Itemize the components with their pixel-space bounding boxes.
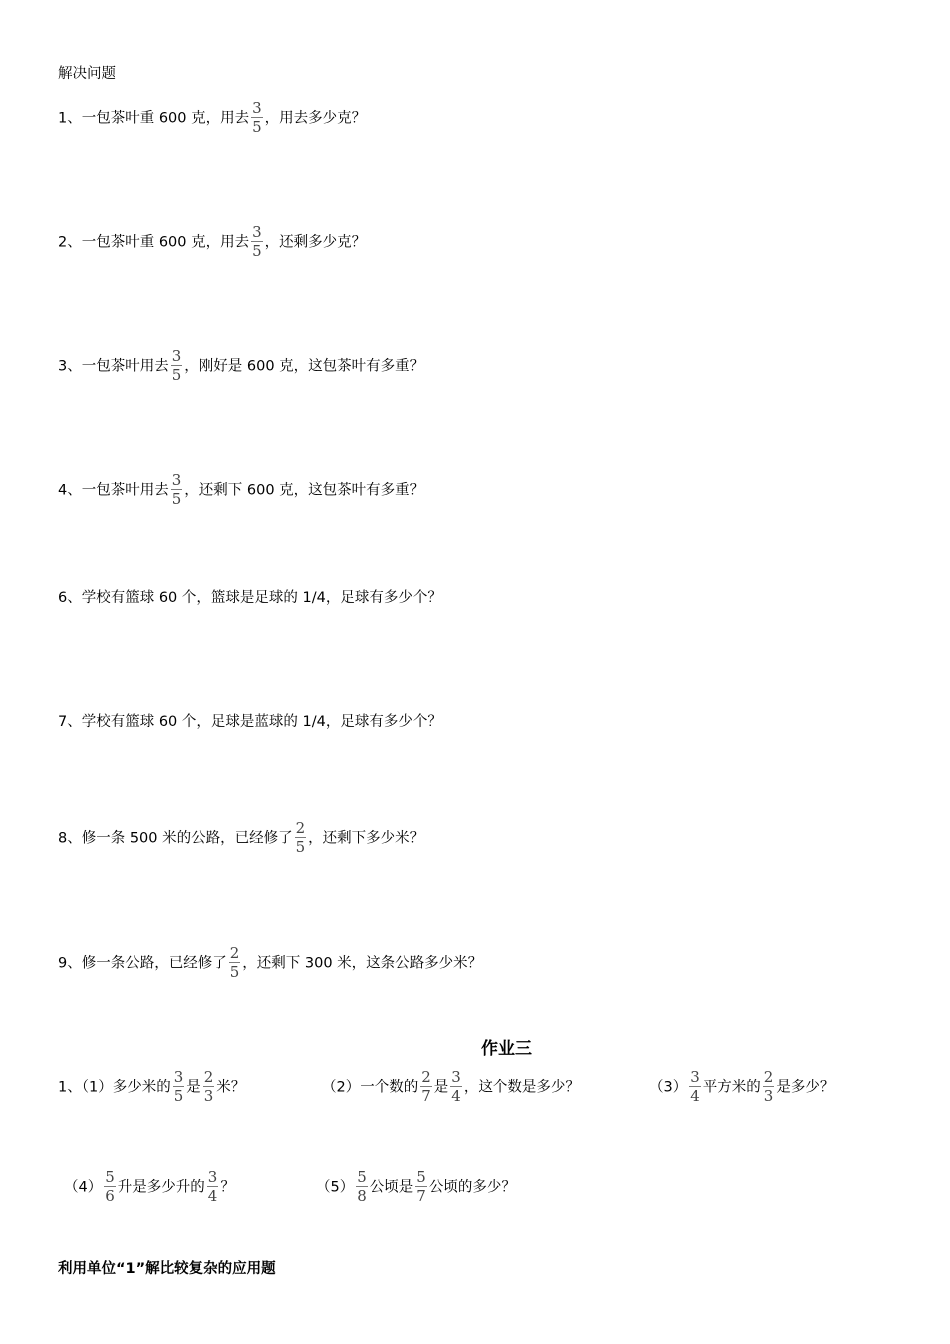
problem-7: 7、学校有篮球 60 个，足球是蓝球的 1/4，足球有多少个？ bbox=[58, 714, 442, 730]
numerator: 5 bbox=[357, 1168, 367, 1186]
fraction bbox=[104, 1168, 116, 1205]
numerator: 3 bbox=[173, 1068, 184, 1086]
denominator: 4 bbox=[451, 1087, 461, 1105]
hw-question-2 bbox=[322, 1069, 580, 1106]
question-text: 米？ bbox=[216, 1079, 246, 1096]
fraction bbox=[415, 1168, 427, 1205]
numerator: 3 bbox=[207, 1168, 218, 1186]
problem-text: 8、修一条 500 米的公路，已经修了 bbox=[58, 830, 293, 847]
question-text: 1、（1）多少米的 bbox=[58, 1079, 171, 1096]
applied-problems-heading: 利用单位“1”解比较复杂的应用题 bbox=[58, 1261, 276, 1277]
fraction bbox=[689, 1068, 701, 1105]
denominator: 3 bbox=[203, 1087, 214, 1105]
problem-text: ，刚好是 600 克，这包茶叶有多重？ bbox=[184, 358, 425, 375]
question-text: （2）一个数的 bbox=[322, 1079, 419, 1096]
hw-question-5 bbox=[316, 1169, 516, 1206]
fraction bbox=[229, 944, 241, 981]
numerator: 3 bbox=[690, 1068, 700, 1086]
problem-3 bbox=[58, 348, 424, 385]
problem-1 bbox=[58, 100, 366, 137]
numerator: 2 bbox=[763, 1068, 774, 1086]
problem-text: 2、一包茶叶重 600 克，用去 bbox=[58, 234, 250, 251]
fraction bbox=[420, 1068, 432, 1105]
hw-question-1 bbox=[58, 1069, 245, 1106]
denominator: 4 bbox=[690, 1087, 700, 1105]
numerator: 3 bbox=[451, 1068, 461, 1086]
problem-text: ，用去多少克？ bbox=[264, 110, 367, 127]
numerator: 2 bbox=[203, 1068, 214, 1086]
denominator: 5 bbox=[171, 366, 182, 384]
problem-text: 4、一包茶叶用去 bbox=[58, 482, 169, 499]
problem-text: ，还剩下 300 米，这条公路多少米？ bbox=[242, 955, 483, 972]
numerator: 3 bbox=[252, 223, 262, 241]
section-heading: 解决问题 bbox=[58, 66, 116, 82]
fraction bbox=[450, 1068, 462, 1105]
denominator: 3 bbox=[763, 1087, 774, 1105]
fraction bbox=[203, 1068, 215, 1105]
question-text: （5） bbox=[316, 1179, 355, 1196]
numerator: 5 bbox=[105, 1168, 115, 1186]
problem-text: 9、修一条公路，已经修了 bbox=[58, 955, 227, 972]
denominator: 8 bbox=[357, 1187, 367, 1205]
problem-text: ，还剩下多少米？ bbox=[308, 830, 425, 847]
fraction bbox=[251, 99, 263, 136]
problem-6: 6、学校有篮球 60 个，篮球是足球的 1/4，足球有多少个？ bbox=[58, 590, 442, 606]
denominator: 5 bbox=[295, 838, 306, 856]
problem-text: 3、一包茶叶用去 bbox=[58, 358, 169, 375]
question-text: 是 bbox=[186, 1079, 201, 1096]
numerator: 3 bbox=[171, 347, 182, 365]
denominator: 5 bbox=[252, 118, 262, 136]
denominator: 7 bbox=[416, 1187, 426, 1205]
denominator: 6 bbox=[105, 1187, 115, 1205]
problem-text: ，还剩下 600 克，这包茶叶有多重？ bbox=[184, 482, 425, 499]
question-text: 公顷是 bbox=[369, 1179, 414, 1196]
question-text: ，这个数是多少？ bbox=[463, 1079, 580, 1096]
question-text: 是多少？ bbox=[776, 1079, 835, 1096]
denominator: 5 bbox=[252, 242, 262, 260]
fraction bbox=[171, 471, 183, 508]
denominator: 5 bbox=[229, 963, 240, 981]
problem-2 bbox=[58, 224, 366, 261]
denominator: 4 bbox=[207, 1187, 218, 1205]
hw-question-3 bbox=[649, 1069, 834, 1106]
fraction bbox=[763, 1068, 775, 1105]
problem-4 bbox=[58, 472, 424, 509]
denominator: 7 bbox=[421, 1087, 431, 1105]
denominator: 5 bbox=[171, 490, 182, 508]
question-text: （4） bbox=[64, 1179, 103, 1196]
homework-section-title: 作业三 bbox=[481, 1039, 532, 1059]
question-text: 升是多少升的 bbox=[117, 1179, 205, 1196]
numerator: 2 bbox=[229, 944, 240, 962]
numerator: 3 bbox=[252, 99, 262, 117]
numerator: 5 bbox=[416, 1168, 426, 1186]
problem-9 bbox=[58, 945, 482, 982]
fraction bbox=[295, 819, 307, 856]
numerator: 3 bbox=[171, 471, 182, 489]
fraction bbox=[173, 1068, 185, 1105]
question-text: （3） bbox=[649, 1079, 688, 1096]
numerator: 2 bbox=[421, 1068, 431, 1086]
hw-question-4 bbox=[64, 1169, 235, 1206]
problem-8 bbox=[58, 820, 424, 857]
fraction bbox=[207, 1168, 219, 1205]
numerator: 2 bbox=[295, 819, 306, 837]
fraction bbox=[171, 347, 183, 384]
fraction bbox=[356, 1168, 368, 1205]
question-text: 是 bbox=[433, 1079, 449, 1096]
fraction bbox=[251, 223, 263, 260]
problem-text: ，还剩多少克？ bbox=[264, 234, 367, 251]
question-text: 平方米的 bbox=[702, 1079, 761, 1096]
problem-text: 1、一包茶叶重 600 克，用去 bbox=[58, 110, 250, 127]
question-text: 公顷的多少？ bbox=[428, 1179, 516, 1196]
question-text: ？ bbox=[220, 1179, 235, 1196]
denominator: 5 bbox=[173, 1087, 184, 1105]
